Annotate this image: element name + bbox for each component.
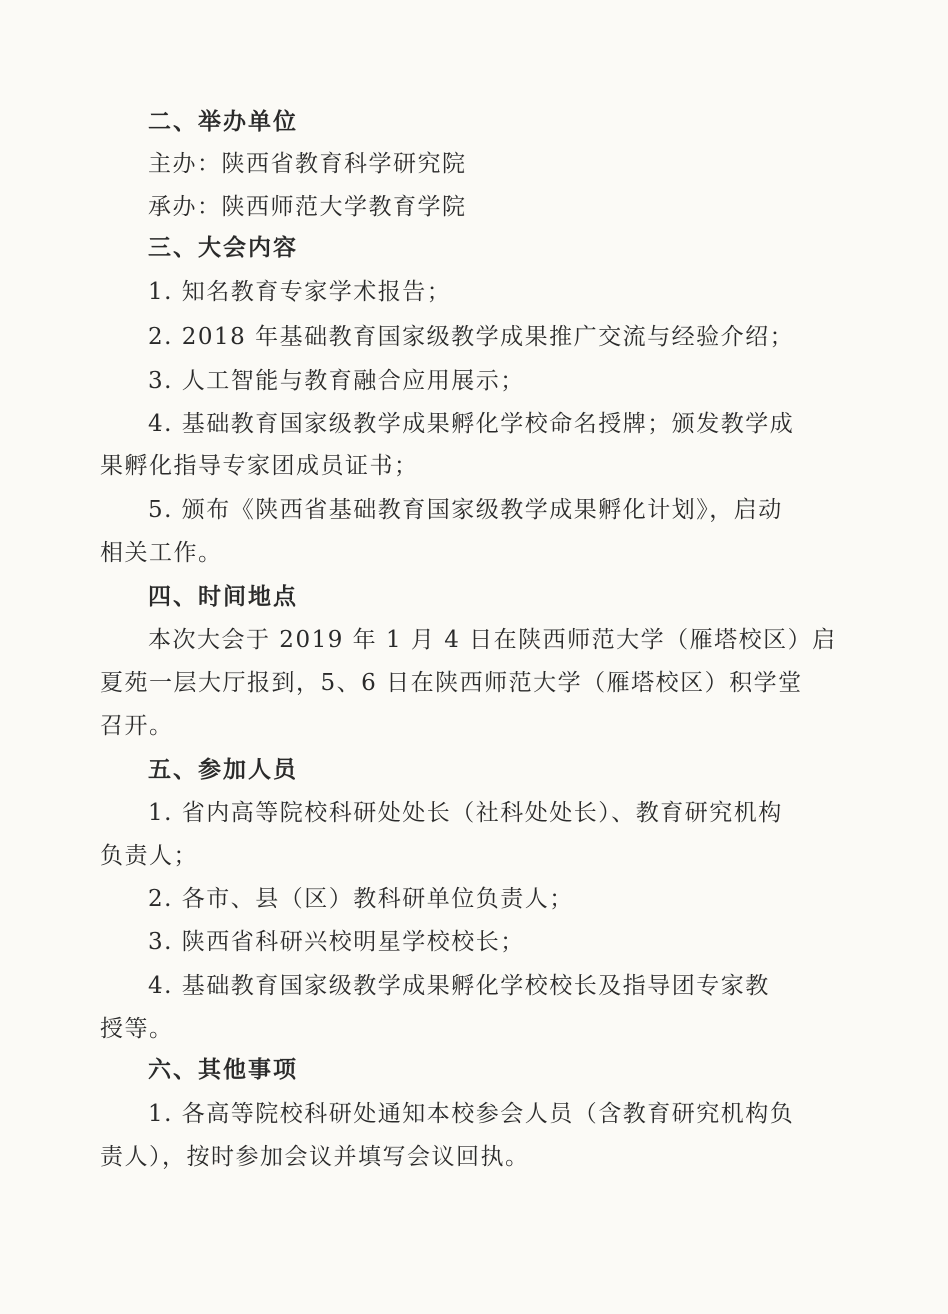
section-heading-participants: 五、参加人员 [148, 757, 298, 783]
section-heading-other: 六、其他事项 [148, 1057, 298, 1083]
time-place-line1: 本次大会于 2019 年 1 月 4 日在陕西师范大学（雁塔校区）启 [148, 627, 837, 653]
section-heading-content: 三、大会内容 [148, 235, 298, 261]
content-item-4-line2: 果孵化指导专家团成员证书； [100, 453, 419, 479]
participant-item-4-line2: 授等。 [100, 1016, 174, 1042]
section-heading-organizers: 二、举办单位 [148, 109, 298, 135]
participant-item-4-line1: 4. 基础教育国家级教学成果孵化学校校长及指导团专家教 [148, 973, 770, 999]
participant-item-1-line1: 1. 省内高等院校科研处处长（社科处处长）、教育研究机构 [148, 800, 783, 826]
content-item-2: 2. 2018 年基础教育国家级教学成果推广交流与经验介绍； [148, 324, 795, 350]
participant-item-2: 2. 各市、县（区）教科研单位负责人； [148, 886, 574, 912]
content-item-3: 3. 人工智能与教育融合应用展示； [148, 368, 525, 394]
content-item-4-line1: 4. 基础教育国家级教学成果孵化学校命名授牌；颁发教学成 [148, 411, 795, 437]
participant-item-3: 3. 陕西省科研兴校明星学校校长； [148, 929, 525, 955]
section-heading-time-place: 四、时间地点 [148, 584, 298, 610]
time-place-line3: 召开。 [100, 713, 174, 739]
host-line: 主办：陕西省教育科学研究院 [148, 151, 467, 177]
content-item-5-line1: 5. 颁布《陕西省基础教育国家级教学成果孵化计划》，启动 [148, 497, 783, 523]
organizer-line: 承办：陕西师范大学教育学院 [148, 194, 467, 220]
other-item-1-line1: 1. 各高等院校科研处通知本校参会人员（含教育研究机构负 [148, 1101, 795, 1127]
other-item-1-line2: 责人），按时参加会议并填写会议回执。 [100, 1144, 530, 1170]
content-item-5-line2: 相关工作。 [100, 540, 223, 566]
time-place-line2: 夏苑一层大厅报到，5、6 日在陕西师范大学（雁塔校区）积学堂 [100, 670, 803, 696]
participant-item-1-line2: 负责人； [100, 843, 198, 869]
content-item-1: 1. 知名教育专家学术报告； [148, 279, 452, 305]
